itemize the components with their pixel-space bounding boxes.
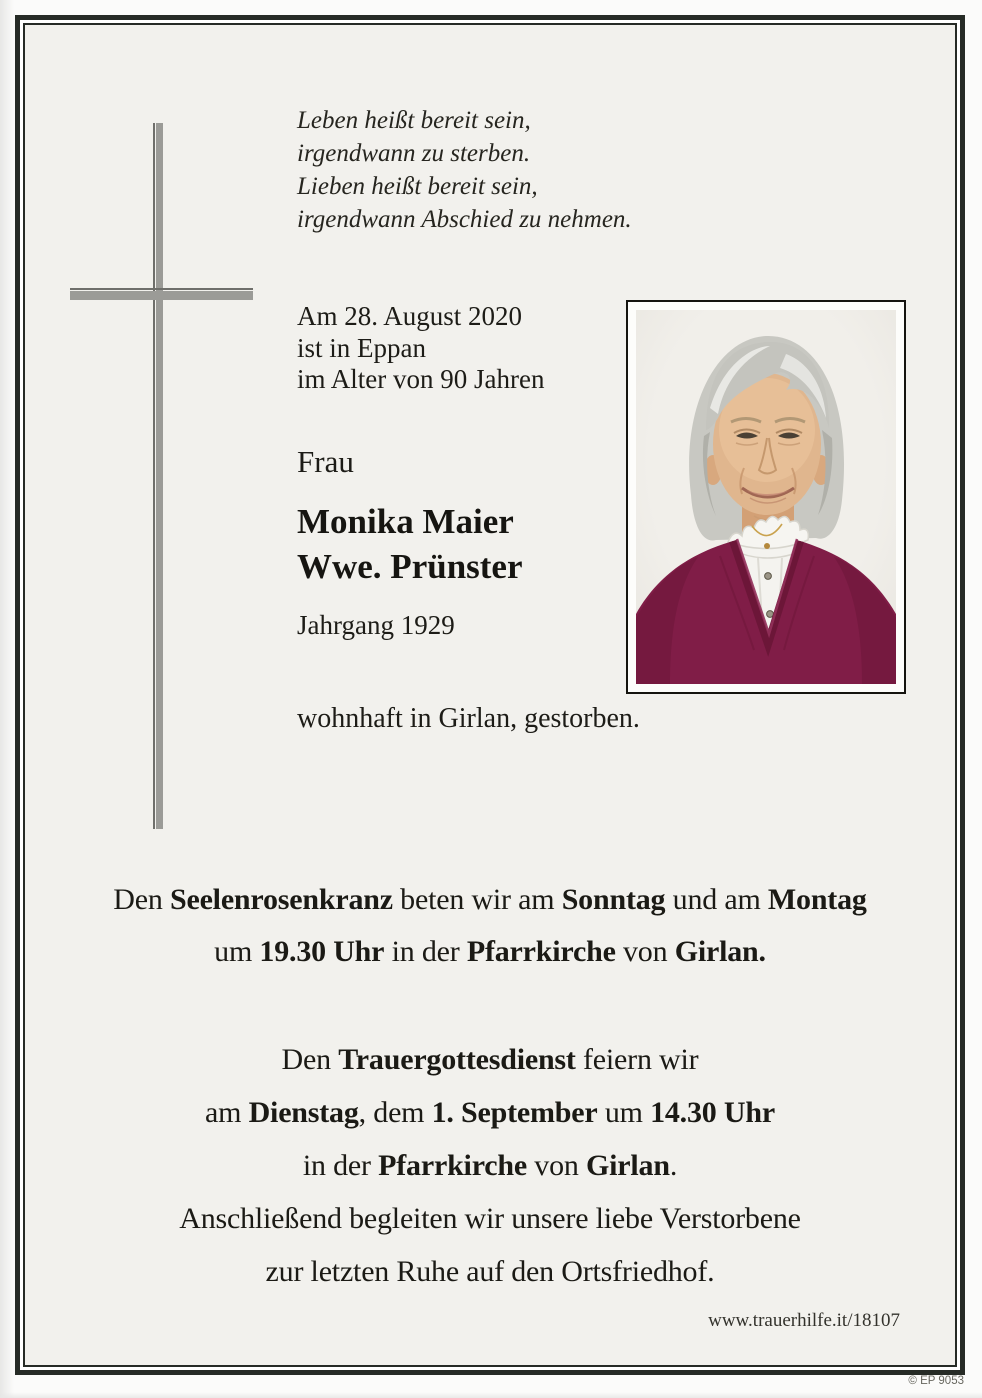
- text-line: Leben heißt bereit sein,: [297, 107, 531, 134]
- birth-year: Jahrgang 1929: [297, 610, 455, 640]
- cross-icon: [153, 123, 163, 829]
- rosary-notice: [25, 874, 955, 978]
- funeral-notice: [25, 1033, 955, 1298]
- text-line: zur letzten Ruhe auf den Ortsfriedhof.: [265, 1255, 715, 1288]
- text-line: Am 28. August 2020: [297, 301, 523, 331]
- website-url: www.trauerhilfe.it/18107: [708, 1310, 900, 1331]
- text-line: irgendwann zu sterben.: [297, 140, 531, 167]
- text-line: Den Trauergottesdienst feiern wir: [281, 1043, 699, 1076]
- text-line: am Dienstag, dem 1. September um 14.30 Uhr: [205, 1096, 775, 1129]
- salutation: Frau: [297, 444, 354, 479]
- text-line: Wwe. Prünster: [297, 547, 523, 586]
- text-line: Den Seelenrosenkranz beten wir am Sonntag und am Montag: [113, 883, 867, 916]
- text-line: Lieben heißt bereit sein,: [297, 173, 538, 200]
- text-line: Monika Maier: [297, 502, 514, 541]
- portrait-illustration: [636, 310, 896, 684]
- residence-note: wohnhaft in Girlan, gestorben.: [297, 703, 640, 734]
- print-code: © EP 9053: [908, 1375, 964, 1387]
- cross-icon-horizontal-bar: [70, 288, 253, 300]
- text-line: im Alter von 90 Jahren: [297, 364, 545, 394]
- opening-verse: [297, 104, 632, 236]
- deceased-name: [297, 499, 523, 589]
- memorial-card: [15, 15, 965, 1375]
- text-line: irgendwann Abschied zu nehmen.: [297, 206, 632, 233]
- portrait-photo: [626, 300, 906, 694]
- text-line: Anschließend begleiten wir unsere liebe Verstorbene: [179, 1202, 801, 1235]
- text-line: um 19.30 Uhr in der Pfarrkirche von Girlan.: [214, 935, 766, 968]
- text-line: ist in Eppan: [297, 332, 426, 363]
- text-line: in der Pfarrkirche von Girlan.: [302, 1149, 678, 1182]
- death-info: [297, 301, 544, 396]
- card-inner-border: [23, 23, 957, 1367]
